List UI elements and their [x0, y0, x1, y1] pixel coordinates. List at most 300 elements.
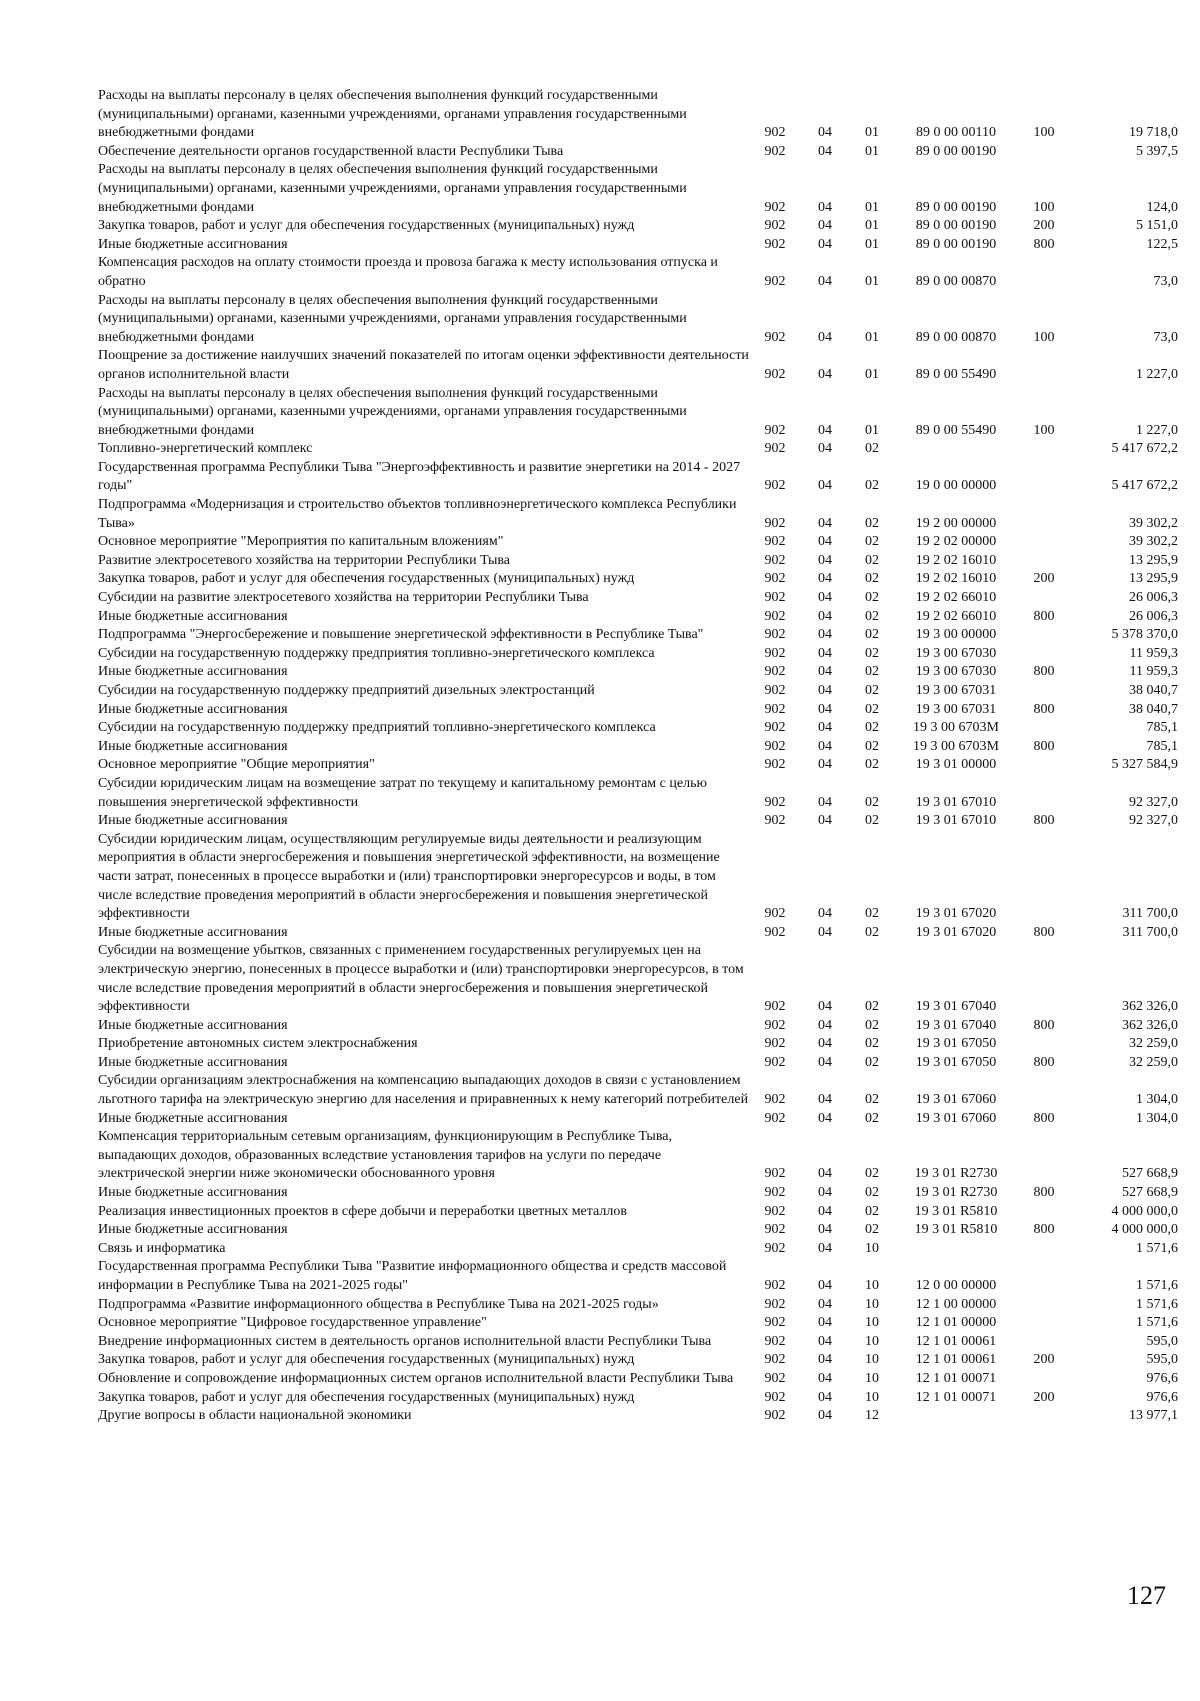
- table-row: [98, 552, 1178, 571]
- row-subsection-code: 01: [865, 366, 879, 382]
- row-subsection-code: 02: [865, 1110, 879, 1126]
- row-expense-type: 800: [1033, 1185, 1055, 1201]
- row-target-article: 19 3 01 67040: [915, 1017, 997, 1033]
- table-row: [98, 1054, 1178, 1073]
- row-amount: 976,6: [1146, 1389, 1178, 1405]
- table-row: [98, 1240, 1178, 1259]
- row-name: Субсидии на возмещение убытков, связанных с применением государственных регулируемых цен на электрическую энергию, понесенных в процессе выработки и (или) транспортировки энергоресурсов, в том числе вследствие проведения мероприятий в области энергосбережения и повышения энергетической эффективности: [98, 943, 744, 1015]
- row-section-code: 04: [818, 645, 832, 661]
- row-amount: 311 700,0: [1122, 924, 1178, 940]
- table-row: [98, 719, 1178, 738]
- row-target-article: 19 0 00 00000: [915, 478, 997, 494]
- row-expense-type: [1018, 440, 1070, 459]
- table-row: [98, 1072, 1178, 1109]
- row-amount: 5 417 672,2: [1111, 441, 1178, 457]
- row-expense-type: [1018, 589, 1070, 608]
- row-amount: 32 259,0: [1129, 1054, 1178, 1070]
- table-row: [98, 385, 1178, 441]
- table-row: [98, 1370, 1178, 1389]
- row-target-article: 19 3 00 6703M: [913, 720, 999, 736]
- row-subsection-code: 02: [865, 1017, 879, 1033]
- row-expense-type: [1018, 1333, 1070, 1352]
- row-expense-type: [1018, 552, 1070, 571]
- table-row: [98, 682, 1178, 701]
- row-name: Иные бюджетные ассигнования: [98, 701, 288, 717]
- row-name: Обновление и сопровождение информационных систем органов исполнительной власти Республики Тыва: [98, 1370, 734, 1386]
- row-section-code: 04: [818, 664, 832, 680]
- row-expense-type: [1018, 254, 1070, 291]
- row-target-article: 19 3 01 67060: [915, 1110, 997, 1126]
- row-subsection-code: 02: [865, 534, 879, 550]
- row-expense-type: [1018, 645, 1070, 664]
- row-section-code: 04: [818, 143, 832, 159]
- row-expense-type: 800: [1033, 1017, 1055, 1033]
- row-name: Закупка товаров, работ и услуг для обеспечения государственных (муниципальных) нужд: [98, 1352, 635, 1368]
- table-row: [98, 1314, 1178, 1333]
- row-amount: 1 304,0: [1136, 1092, 1178, 1108]
- row-name: Иные бюджетные ассигнования: [98, 608, 288, 624]
- row-expense-type: [1018, 1203, 1070, 1222]
- row-section-code: 04: [818, 422, 832, 438]
- table-row: [98, 701, 1178, 720]
- row-subsection-code: 01: [865, 199, 879, 215]
- row-subsection-code: 02: [865, 813, 879, 829]
- row-subsection-code: 02: [865, 757, 879, 773]
- table-row: [98, 1221, 1178, 1240]
- row-section-code: 04: [818, 738, 832, 754]
- row-section-code: 04: [818, 1036, 832, 1052]
- row-target-article: 19 3 01 67010: [915, 794, 997, 810]
- row-amount: 4 000 000,0: [1111, 1203, 1178, 1219]
- row-grbs-code: 902: [764, 906, 786, 922]
- row-name: Субсидии юридическим лицам, осуществляющим регулируемые виды деятельности и реализующим мероприятия в области энергосбережения и повышения энергетической эффективности, на возмещение части затрат, понесенных в процессе выработки и (или) транспортировки энергоресурсов и воды, в том числе вследствие проведения мероприятий в области энергосбережения и повышения энергетической эффективности: [98, 831, 720, 922]
- row-grbs-code: 902: [764, 273, 786, 289]
- row-target-article: 12 1 00 00000: [915, 1296, 997, 1312]
- row-expense-type: [1018, 1370, 1070, 1389]
- row-amount: 11 959,3: [1129, 645, 1178, 661]
- row-section-code: 04: [818, 273, 832, 289]
- table-row: [98, 756, 1178, 775]
- row-target-article: 12 1 01 00071: [915, 1389, 997, 1405]
- row-expense-type: [1018, 1072, 1070, 1109]
- row-amount: 39 302,2: [1129, 515, 1178, 531]
- row-name: Иные бюджетные ассигнования: [98, 1185, 288, 1201]
- row-target-article: 89 0 00 00870: [915, 273, 997, 289]
- row-name: Иные бюджетные ассигнования: [98, 738, 288, 754]
- row-grbs-code: 902: [764, 720, 786, 736]
- row-target-article: [894, 1240, 1018, 1259]
- row-name: Топливно-энергетический комплекс: [98, 441, 313, 457]
- row-subsection-code: 02: [865, 1222, 879, 1238]
- row-name: Компенсация территориальным сетевым организациям, функционирующим в Республике Тыва, выпадающих доходов, образованных вследствие установления тарифов на услуги по передаче электрической энергии ниже экономически обоснованного уровня: [98, 1129, 672, 1182]
- row-target-article: 89 0 00 00190: [915, 236, 997, 252]
- row-name: Закупка товаров, работ и услуг для обеспечения государственных (муниципальных) нужд: [98, 218, 635, 234]
- row-expense-type: 800: [1033, 701, 1055, 717]
- row-amount: 13 295,9: [1129, 571, 1178, 587]
- row-target-article: 19 2 02 16010: [915, 552, 997, 568]
- budget-table: [98, 87, 1178, 1426]
- row-expense-type: 100: [1033, 199, 1055, 215]
- row-amount: 5 378 370,0: [1111, 627, 1178, 643]
- row-amount: 527 668,9: [1122, 1185, 1178, 1201]
- row-expense-type: 800: [1033, 924, 1055, 940]
- row-name: Обеспечение деятельности органов государственной власти Республики Тыва: [98, 143, 564, 159]
- row-subsection-code: 10: [865, 1278, 879, 1293]
- table-row: [98, 347, 1178, 384]
- row-name: Субсидии на государственную поддержку предприятий топливно-энергетического комплекса: [98, 720, 656, 736]
- row-grbs-code: 902: [764, 645, 786, 661]
- row-subsection-code: 02: [865, 794, 879, 810]
- row-target-article: 89 0 00 00190: [915, 199, 997, 215]
- row-target-article: 19 3 01 67010: [915, 813, 997, 829]
- row-grbs-code: 902: [764, 1370, 786, 1386]
- row-section-code: 04: [818, 366, 832, 382]
- row-subsection-code: 02: [865, 571, 879, 587]
- row-grbs-code: 902: [764, 1408, 786, 1424]
- row-amount: 362 326,0: [1122, 999, 1178, 1015]
- row-name: Расходы на выплаты персоналу в целях обеспечения выполнения функций государственными (муниципальными) органами, казенными учреждениями, органами управления государственными внебюджетными фондами: [98, 385, 687, 438]
- row-grbs-code: 902: [764, 218, 786, 234]
- row-subsection-code: 10: [865, 1370, 879, 1386]
- row-target-article: 89 0 00 00190: [915, 143, 997, 159]
- table-row: [98, 87, 1178, 143]
- row-section-code: 04: [818, 720, 832, 736]
- row-grbs-code: 902: [764, 422, 786, 438]
- row-target-article: 19 3 01 R2730: [914, 1185, 998, 1201]
- table-row: [98, 570, 1178, 589]
- row-expense-type: [1018, 682, 1070, 701]
- table-row: [98, 1017, 1178, 1036]
- row-section-code: 04: [818, 757, 832, 773]
- row-grbs-code: 902: [764, 813, 786, 829]
- row-name: Субсидии на развитие электросетевого хозяйства на территории Республики Тыва: [98, 590, 589, 606]
- row-grbs-code: 902: [764, 515, 786, 531]
- row-expense-type: [1018, 1296, 1070, 1315]
- row-name: Субсидии на государственную поддержку предприятия топливно-энергетического комплекса: [98, 645, 655, 661]
- row-subsection-code: 02: [865, 441, 879, 457]
- table-row: [98, 924, 1178, 943]
- table-row: [98, 292, 1178, 348]
- row-amount: 92 327,0: [1129, 794, 1178, 810]
- row-target-article: 89 0 00 00110: [916, 125, 996, 141]
- row-grbs-code: 902: [764, 1389, 786, 1405]
- row-section-code: 04: [818, 1185, 832, 1201]
- row-grbs-code: 902: [764, 1092, 786, 1108]
- row-target-article: 19 2 02 66010: [915, 590, 997, 606]
- row-amount: 1 304,0: [1136, 1110, 1178, 1126]
- row-expense-type: 100: [1033, 422, 1055, 438]
- row-amount: 124,0: [1146, 199, 1178, 215]
- row-amount: 362 326,0: [1122, 1017, 1178, 1033]
- row-grbs-code: 902: [764, 664, 786, 680]
- row-expense-type: [1018, 459, 1070, 496]
- row-section-code: 04: [818, 590, 832, 606]
- row-name: Закупка товаров, работ и услуг для обеспечения государственных (муниципальных) нужд: [98, 571, 635, 587]
- row-subsection-code: 02: [865, 478, 879, 494]
- row-expense-type: [1018, 831, 1070, 924]
- row-name: Расходы на выплаты персоналу в целях обеспечения выполнения функций государственными (муниципальными) органами, казенными учреждениями, органами управления государственными внебюджетными фондами: [98, 162, 687, 215]
- row-target-article: 19 3 00 67031: [915, 701, 997, 717]
- row-section-code: 04: [818, 236, 832, 252]
- row-expense-type: [1018, 1258, 1070, 1295]
- row-grbs-code: 902: [764, 1240, 786, 1256]
- row-amount: 11 959,3: [1129, 664, 1178, 680]
- row-expense-type: [1018, 1407, 1070, 1426]
- row-subsection-code: 02: [865, 1054, 879, 1070]
- row-subsection-code: 02: [865, 1036, 879, 1052]
- row-section-code: 04: [818, 608, 832, 624]
- row-target-article: 19 2 00 00000: [915, 515, 997, 531]
- row-section-code: 04: [818, 1092, 832, 1108]
- row-amount: 13 295,9: [1129, 552, 1178, 568]
- row-subsection-code: 02: [865, 738, 879, 754]
- row-subsection-code: 01: [865, 218, 879, 234]
- table-row: [98, 459, 1178, 496]
- row-grbs-code: 902: [764, 571, 786, 587]
- row-amount: 311 700,0: [1122, 906, 1178, 922]
- row-amount: 32 259,0: [1129, 1036, 1178, 1052]
- row-section-code: 04: [818, 1296, 832, 1312]
- row-expense-type: [1018, 626, 1070, 645]
- row-amount: 5 327 584,9: [1111, 757, 1178, 773]
- row-section-code: 04: [818, 1203, 832, 1219]
- row-amount: 38 040,7: [1129, 683, 1178, 698]
- row-expense-type: 800: [1033, 1054, 1055, 1070]
- row-grbs-code: 902: [764, 1296, 786, 1312]
- row-amount: 5 397,5: [1136, 143, 1178, 159]
- row-name: Расходы на выплаты персоналу в целях обеспечения выполнения функций государственными (муниципальными) органами, казенными учреждениями, органами управления государственными внебюджетными фондами: [98, 292, 687, 345]
- row-target-article: 19 3 01 R5810: [914, 1203, 998, 1219]
- row-target-article: 19 2 02 66010: [915, 608, 997, 624]
- row-expense-type: 200: [1033, 1389, 1055, 1405]
- row-amount: 1 227,0: [1136, 422, 1178, 438]
- row-amount: 527 668,9: [1122, 1166, 1178, 1182]
- row-grbs-code: 902: [764, 236, 786, 252]
- table-row: [98, 496, 1178, 533]
- row-grbs-code: 902: [764, 199, 786, 215]
- row-amount: 1 571,6: [1136, 1278, 1178, 1293]
- table-row: [98, 645, 1178, 664]
- table-row: [98, 533, 1178, 552]
- row-expense-type: [1018, 143, 1070, 162]
- row-section-code: 04: [818, 441, 832, 457]
- row-subsection-code: 10: [865, 1296, 879, 1312]
- row-grbs-code: 902: [764, 534, 786, 550]
- row-section-code: 04: [818, 534, 832, 550]
- table-row: [98, 626, 1178, 645]
- row-subsection-code: 02: [865, 664, 879, 680]
- row-grbs-code: 902: [764, 441, 786, 457]
- row-subsection-code: 10: [865, 1389, 879, 1405]
- row-grbs-code: 902: [764, 794, 786, 810]
- row-grbs-code: 902: [764, 478, 786, 494]
- row-target-article: 19 3 01 67050: [915, 1036, 997, 1052]
- row-name: Субсидии организациям электроснабжения на компенсацию выпадающих доходов в связи с установлением льготного тарифа на электрическую энергию для населения и приравненных к нему категорий потребителей: [98, 1073, 749, 1108]
- row-name: Государственная программа Республики Тыва "Развитие информационного общества и средств массовой информации в Республике Тыва на 2021-2025 годы": [98, 1259, 727, 1293]
- row-grbs-code: 902: [764, 924, 786, 940]
- row-section-code: 04: [818, 813, 832, 829]
- row-expense-type: [1018, 1240, 1070, 1259]
- row-grbs-code: 902: [764, 1166, 786, 1182]
- row-target-article: 89 0 00 55490: [915, 366, 997, 382]
- row-amount: 1 571,6: [1136, 1296, 1178, 1312]
- table-row: [98, 831, 1178, 924]
- row-subsection-code: 02: [865, 906, 879, 922]
- row-grbs-code: 902: [764, 757, 786, 773]
- row-subsection-code: 02: [865, 608, 879, 624]
- row-grbs-code: 902: [764, 683, 786, 698]
- budget-rows: [98, 87, 1178, 1426]
- row-target-article: 19 3 01 67060: [915, 1092, 997, 1108]
- row-amount: 122,5: [1146, 236, 1178, 252]
- row-target-article: 19 3 00 00000: [915, 627, 997, 643]
- row-grbs-code: 902: [764, 1333, 786, 1349]
- row-target-article: 89 0 00 00870: [915, 329, 997, 345]
- row-grbs-code: 902: [764, 1315, 786, 1331]
- row-amount: 92 327,0: [1129, 813, 1178, 829]
- row-section-code: 04: [818, 218, 832, 234]
- row-grbs-code: 902: [764, 1036, 786, 1052]
- row-expense-type: 100: [1033, 125, 1055, 141]
- budget-document: [98, 87, 1178, 1426]
- table-row: [98, 1203, 1178, 1222]
- table-row: [98, 608, 1178, 627]
- row-grbs-code: 902: [764, 1222, 786, 1238]
- row-section-code: 04: [818, 199, 832, 215]
- row-expense-type: [1018, 942, 1070, 1016]
- row-subsection-code: 10: [865, 1333, 879, 1349]
- row-subsection-code: 02: [865, 1203, 879, 1219]
- row-grbs-code: 902: [764, 143, 786, 159]
- table-row: [98, 663, 1178, 682]
- row-subsection-code: 01: [865, 125, 879, 141]
- row-name: Иные бюджетные ассигнования: [98, 813, 288, 829]
- row-expense-type: [1018, 1128, 1070, 1184]
- table-row: [98, 942, 1178, 1016]
- row-section-code: 04: [818, 1278, 832, 1293]
- row-target-article: 12 1 01 00000: [915, 1315, 997, 1331]
- row-grbs-code: 902: [764, 608, 786, 624]
- row-target-article: 19 3 01 00000: [915, 757, 997, 773]
- row-target-article: 19 3 01 67020: [915, 924, 997, 940]
- row-section-code: 04: [818, 571, 832, 587]
- row-subsection-code: 01: [865, 236, 879, 252]
- row-name: Иные бюджетные ассигнования: [98, 664, 288, 680]
- row-name: Государственная программа Республики Тыва "Энергоэффективность и развитие энергетики на 2014 - 2027 годы": [98, 459, 741, 494]
- row-amount: 1 227,0: [1136, 366, 1178, 382]
- row-amount: 1 571,6: [1136, 1240, 1178, 1256]
- row-expense-type: 800: [1033, 813, 1055, 829]
- table-row: [98, 440, 1178, 459]
- row-subsection-code: 02: [865, 590, 879, 606]
- row-section-code: 04: [818, 1352, 832, 1368]
- row-grbs-code: 902: [764, 701, 786, 717]
- row-grbs-code: 902: [764, 590, 786, 606]
- row-expense-type: [1018, 533, 1070, 552]
- table-row: [98, 1110, 1178, 1129]
- row-amount: 595,0: [1146, 1333, 1178, 1349]
- row-section-code: 04: [818, 1315, 832, 1331]
- row-target-article: [894, 440, 1018, 459]
- row-amount: 785,1: [1146, 720, 1178, 736]
- row-amount: 1 571,6: [1136, 1315, 1178, 1331]
- page-number: 127: [1127, 1581, 1166, 1610]
- row-expense-type: 200: [1033, 571, 1055, 587]
- row-section-code: 04: [818, 1240, 832, 1256]
- row-subsection-code: 02: [865, 999, 879, 1015]
- table-row: [98, 236, 1178, 255]
- row-section-code: 04: [818, 1389, 832, 1405]
- row-subsection-code: 02: [865, 720, 879, 736]
- row-name: Подпрограмма «Развитие информационного общества в Республике Тыва на 2021-2025 годы»: [98, 1296, 659, 1312]
- row-target-article: 19 3 00 67030: [915, 645, 997, 661]
- row-name: Закупка товаров, работ и услуг для обеспечения государственных (муниципальных) нужд: [98, 1389, 635, 1405]
- row-subsection-code: 02: [865, 683, 879, 698]
- row-section-code: 04: [818, 478, 832, 494]
- row-grbs-code: 902: [764, 552, 786, 568]
- row-name: Иные бюджетные ассигнования: [98, 236, 288, 252]
- row-grbs-code: 902: [764, 999, 786, 1015]
- row-grbs-code: 902: [764, 738, 786, 754]
- row-subsection-code: 02: [865, 515, 879, 531]
- table-row: [98, 1035, 1178, 1054]
- table-row: [98, 254, 1178, 291]
- row-section-code: 04: [818, 683, 832, 698]
- row-section-code: 04: [818, 1408, 832, 1424]
- row-target-article: 19 3 01 67040: [915, 999, 997, 1015]
- row-section-code: 04: [818, 906, 832, 922]
- row-name: Субсидии юридическим лицам на возмещение затрат по текущему и капитальному ремонтам с целью повышения энергетической эффективности: [98, 775, 707, 810]
- row-amount: 4 000 000,0: [1111, 1222, 1178, 1238]
- row-amount: 73,0: [1153, 273, 1178, 289]
- row-expense-type: [1018, 719, 1070, 738]
- row-subsection-code: 02: [865, 1185, 879, 1201]
- row-subsection-code: 02: [865, 701, 879, 717]
- row-subsection-code: 12: [865, 1408, 879, 1424]
- table-row: [98, 589, 1178, 608]
- row-amount: 26 006,3: [1129, 590, 1178, 606]
- row-section-code: 04: [818, 1166, 832, 1182]
- row-subsection-code: 10: [865, 1352, 879, 1368]
- row-section-code: 04: [818, 1054, 832, 1070]
- row-section-code: 04: [818, 1017, 832, 1033]
- row-subsection-code: 02: [865, 1092, 879, 1108]
- row-section-code: 04: [818, 701, 832, 717]
- row-subsection-code: 02: [865, 552, 879, 568]
- row-target-article: 19 2 02 00000: [915, 534, 997, 550]
- row-target-article: 19 3 00 67030: [915, 664, 997, 680]
- row-subsection-code: 10: [865, 1315, 879, 1331]
- row-amount: 976,6: [1146, 1370, 1178, 1386]
- row-target-article: 19 3 01 67020: [915, 906, 997, 922]
- row-expense-type: 800: [1033, 236, 1055, 252]
- table-row: [98, 1389, 1178, 1408]
- row-name: Компенсация расходов на оплату стоимости проезда и провоза багажа к месту использования отпуска и обратно: [98, 255, 718, 289]
- table-row: [98, 775, 1178, 812]
- row-section-code: 04: [818, 627, 832, 643]
- row-target-article: 12 1 01 00061: [915, 1333, 997, 1349]
- row-expense-type: [1018, 775, 1070, 812]
- row-name: Основное мероприятие "Общие мероприятия": [98, 757, 375, 773]
- table-row: [98, 1184, 1178, 1203]
- row-subsection-code: 01: [865, 273, 879, 289]
- row-expense-type: [1018, 1035, 1070, 1054]
- row-section-code: 04: [818, 794, 832, 810]
- row-grbs-code: 902: [764, 1203, 786, 1219]
- table-row: [98, 217, 1178, 236]
- row-section-code: 04: [818, 515, 832, 531]
- row-grbs-code: 902: [764, 1110, 786, 1126]
